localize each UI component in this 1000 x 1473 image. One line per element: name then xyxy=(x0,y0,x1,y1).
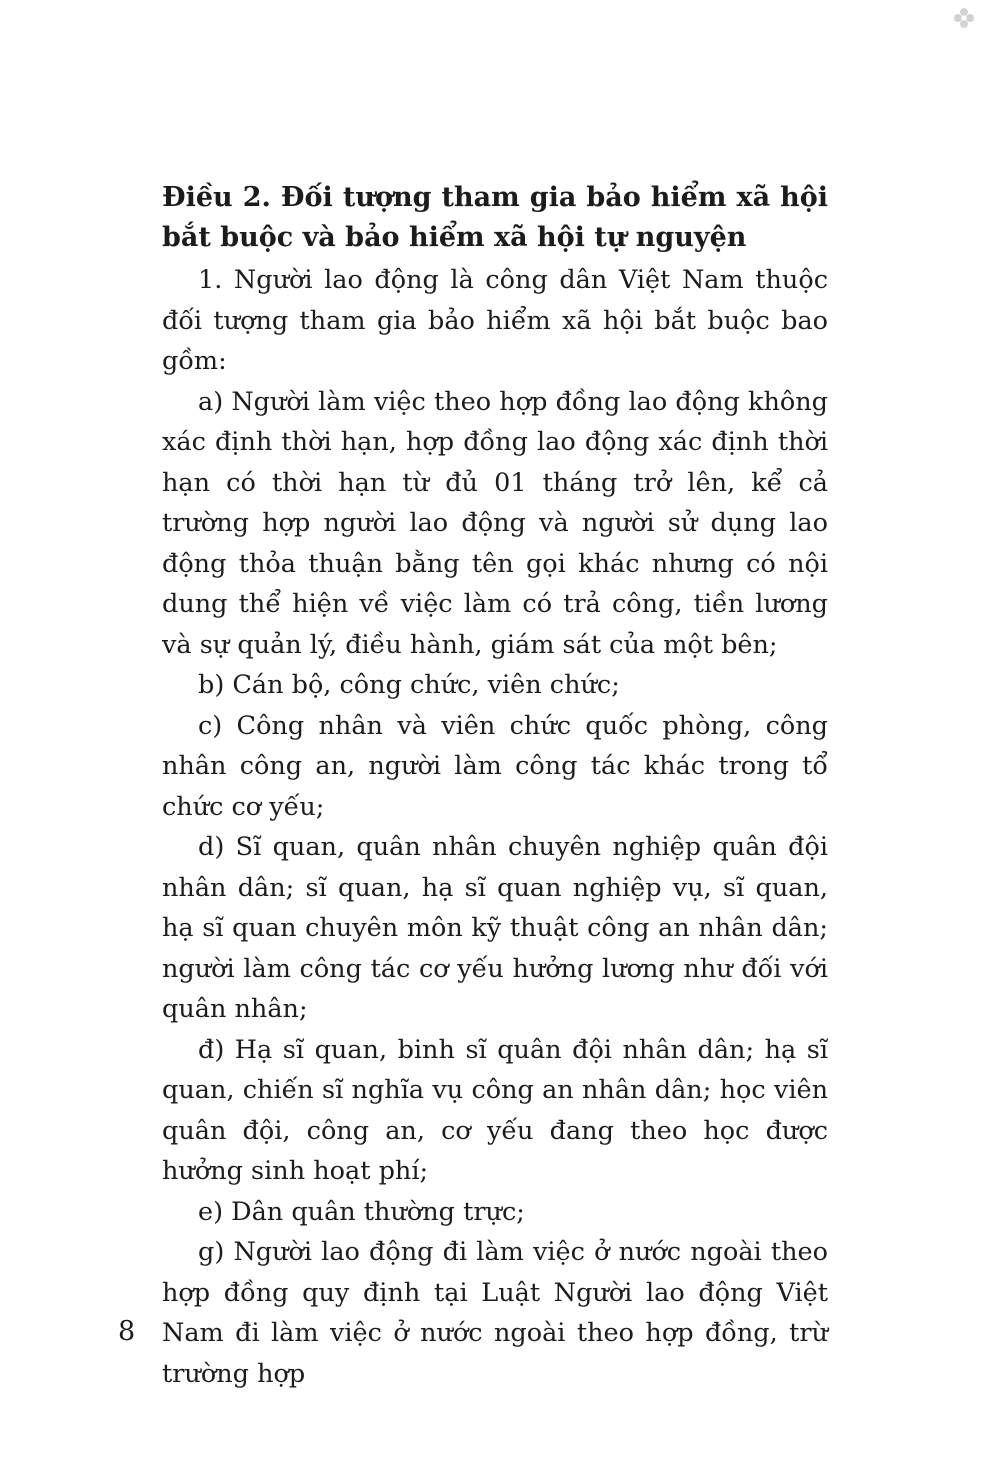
flower-watermark-icon xyxy=(952,6,976,30)
paragraph-dd: đ) Hạ sĩ quan, binh sĩ quân đội nhân dân; hạ sĩ quan, chiến sĩ nghĩa vụ công an nhân dân; học viên quân đội, công an, cơ yếu đang theo học được hưởng sinh hoạt phí; xyxy=(162,1034,828,1186)
document-page xyxy=(162,178,828,1394)
paragraph-b: b) Cán bộ, công chức, viên chức; xyxy=(198,670,620,700)
page-number: 8 xyxy=(118,1316,136,1347)
paragraph-d: d) Sĩ quan, quân nhân chuyên nghiệp quân đội nhân dân; sĩ quan, hạ sĩ quan nghiệp vụ, sĩ quan, hạ sĩ quan chuyên môn kỹ thuật công an nhân dân; người làm công tác cơ yếu hưởng lương như đối với quân nhân; xyxy=(162,832,828,1024)
paragraph-1: 1. Người lao động là công dân Việt Nam thuộc đối tượng tham gia bảo hiểm xã hội bắt buộc bao gồm: xyxy=(162,265,828,376)
paragraph-g: g) Người lao động đi làm việc ở nước ngoài theo hợp đồng quy định tại Luật Người lao động Việt Nam đi làm việc ở nước ngoài theo hợp đồng, trừ trường hợp xyxy=(162,1237,828,1389)
article-heading: Điều 2. Đối tượng tham gia bảo hiểm xã hội bắt buộc và bảo hiểm xã hội tự nguyện xyxy=(162,182,828,253)
paragraph-a: a) Người làm việc theo hợp đồng lao động không xác định thời hạn, hợp đồng lao động xác định thời hạn có thời hạn từ đủ 01 tháng trở lên, kể cả trường hợp người lao động và người sử dụng lao động thỏa thuận bằng tên gọi khác nhưng có nội dung thể hiện về việc làm có trả công, tiền lương và sự quản lý, điều hành, giám sát của một bên; xyxy=(162,386,828,660)
paragraph-c: c) Công nhân và viên chức quốc phòng, công nhân công an, người làm công tác khác trong tổ chức cơ yếu; xyxy=(162,710,828,822)
paragraph-e: e) Dân quân thường trực; xyxy=(198,1196,525,1227)
